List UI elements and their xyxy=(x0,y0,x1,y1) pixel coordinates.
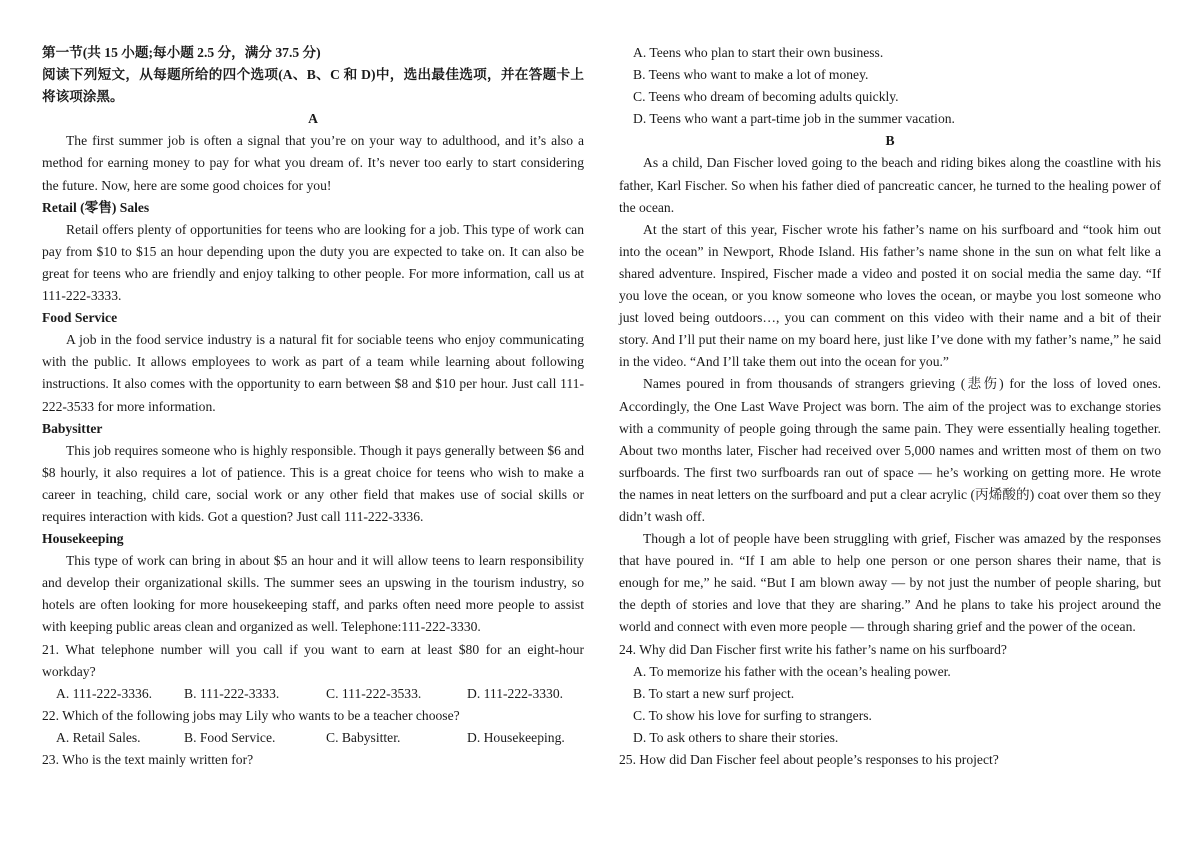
passage-a-label: A xyxy=(308,111,318,127)
section-heading-retail: Retail (零售) Sales xyxy=(42,199,150,215)
answer-option: A. Teens who plan to start their own business. xyxy=(633,45,884,60)
answer-option: D. To ask others to share their stories. xyxy=(633,729,839,745)
section-body-food-service: A job in the food service industry is a natural fit for sociable teens who enjoy communicating with the public. It allows employees to work as part of a team while learning about following instructions. It also comes with the opportunity to earn between $8 and $10 per hour. Just call 111-222-3533 for more information. xyxy=(42,332,584,414)
section-body-babysitter: This job requires someone who is highly responsible. Though it pays generally between $6 and $8 hourly, it also requires a lot of patience. This is a great choice for teens who wish to make a career in teaching, child care, social work or any other field that makes use of social skills or requires interaction with kids. Got a question? Just call 111-222-3336. xyxy=(42,442,584,524)
passage-b-label: B xyxy=(885,133,895,149)
answer-option: B. 111-222-3333. xyxy=(184,685,280,701)
question-21-stem: 21. What telephone number will you call if you want to earn at least $80 for an eight-hour workday? xyxy=(42,641,584,679)
answer-option: B. To start a new surf project. xyxy=(633,685,795,701)
passage-a-intro: The first summer job is often a signal that you’re on your way to adulthood, and it’s also a method for earning money to pay for what you dream of. It’s never too early to start considering the future. Now, here are some good choices for you! xyxy=(42,133,584,193)
section-heading-babysitter: Babysitter xyxy=(42,420,103,436)
section-header: 第一节(共 15 小题;每小题 2.5 分，满分 37.5 分) xyxy=(42,45,321,60)
passage-b-paragraph: At the start of this year, Fischer wrote his father’s name on his surfboard and “took him out into the ocean” in Newport, Rhode Island. His father’s name shone in the sun on what felt like a shared adventure. Inspired, Fischer made a video and posted it on social media the same day. “If you love the ocean, or you know someone who loves the ocean, or maybe you lost someone who just loved being outdoors…, you can comment on this video with their name and a bit of their story. And I’ll put their name on my board here, just like I’ve done with my father’s name,” he said in the video. “And I’ll take them out into the ocean for you.” xyxy=(619,221,1161,370)
question-24-stem: 24. Why did Dan Fischer first write his father’s name on his surfboard? xyxy=(619,641,1007,657)
answer-option: C. 111-222-3533. xyxy=(326,685,422,701)
answer-option: A. To memorize his father with the ocean’s healing power. xyxy=(633,663,951,679)
left-column xyxy=(42,42,584,771)
answer-option: C. Teens who dream of becoming adults quickly. xyxy=(633,89,899,105)
passage-b-paragraph: Though a lot of people have been struggling with grief, Fischer was amazed by the responses that have poured in. “If I am able to help one person or one person shares their name, that is enough for me,” he said. “But I am blown away — by not just the number of people sharing, but the depth of stories and love that they are sharing.” And he plans to take his project around the world and connect with even more people — through sharing grief and the power of the ocean. xyxy=(619,531,1161,635)
answer-option: B. Food Service. xyxy=(184,729,276,745)
answer-option: D. Housekeeping. xyxy=(467,729,565,745)
answer-option: A. Retail Sales. xyxy=(56,729,141,745)
section-body-retail: Retail offers plenty of opportunities for teens who are looking for a job. This type of work can pay from $10 to $15 an hour depending upon the duty you are expected to take on. It can also be great for teens who are friendly and enjoy talking to other people. For more information, call us at 111-222-3333. xyxy=(42,221,584,304)
answer-option: D. 111-222-3330. xyxy=(467,685,564,701)
question-22-stem: 22. Which of the following jobs may Lily who wants to be a teacher choose? xyxy=(42,707,460,723)
section-body-housekeeping: This type of work can bring in about $5 an hour and it will allow teens to learn responsibility and develop their organizational skills. The summer sees an upswing in the tourism industry, so hotels are often looking for more housekeeping staff, and parks often need more people to assist with keeping public areas clean and organized as well. Telephone:111-222-3330. xyxy=(42,553,584,635)
answer-option: C. To show his love for surfing to strangers. xyxy=(633,707,872,723)
section-heading-housekeeping: Housekeeping xyxy=(42,531,124,547)
right-column xyxy=(619,42,1161,771)
answer-option: C. Babysitter. xyxy=(326,729,401,745)
passage-b-paragraph: As a child, Dan Fischer loved going to the beach and riding bikes along the coastline with his father, Karl Fischer. So when his father died of pancreatic cancer, he turned to the healing power of the ocean. xyxy=(619,155,1161,215)
section-heading-food-service: Food Service xyxy=(42,310,118,326)
question-25-stem: 25. How did Dan Fischer feel about people’s responses to his project? xyxy=(619,752,999,767)
question-21-options xyxy=(42,683,584,705)
question-23-stem: 23. Who is the text mainly written for? xyxy=(42,752,254,767)
answer-option: B. Teens who want to make a lot of money. xyxy=(633,67,869,83)
instructions: 阅读下列短文，从每题所给的四个选项(A、B、C 和 D)中，选出最佳选项，并在答题卡上将该项涂黑。 xyxy=(42,67,584,105)
answer-option: D. Teens who want a part-time job in the summer vacation. xyxy=(633,111,955,127)
answer-option: A. 111-222-3336. xyxy=(56,685,153,701)
question-22-options xyxy=(42,727,584,749)
passage-b-paragraph: Names poured in from thousands of strangers grieving (悲伤) for the loss of loved ones. Accordingly, the One Last Wave Project was born. The aim of the project was to exchange stories with a community of people going through the same pain. They were essentially healing together. About two months later, Fischer had received over 5,000 names and written most of them on two surfboards. The first two surfboards ran out of space — he’s working on getting more. He wrote the names in neat letters on the surfboard and put a clear acrylic (丙烯酸的) coat over them so they didn’t wash off. xyxy=(619,376,1161,524)
